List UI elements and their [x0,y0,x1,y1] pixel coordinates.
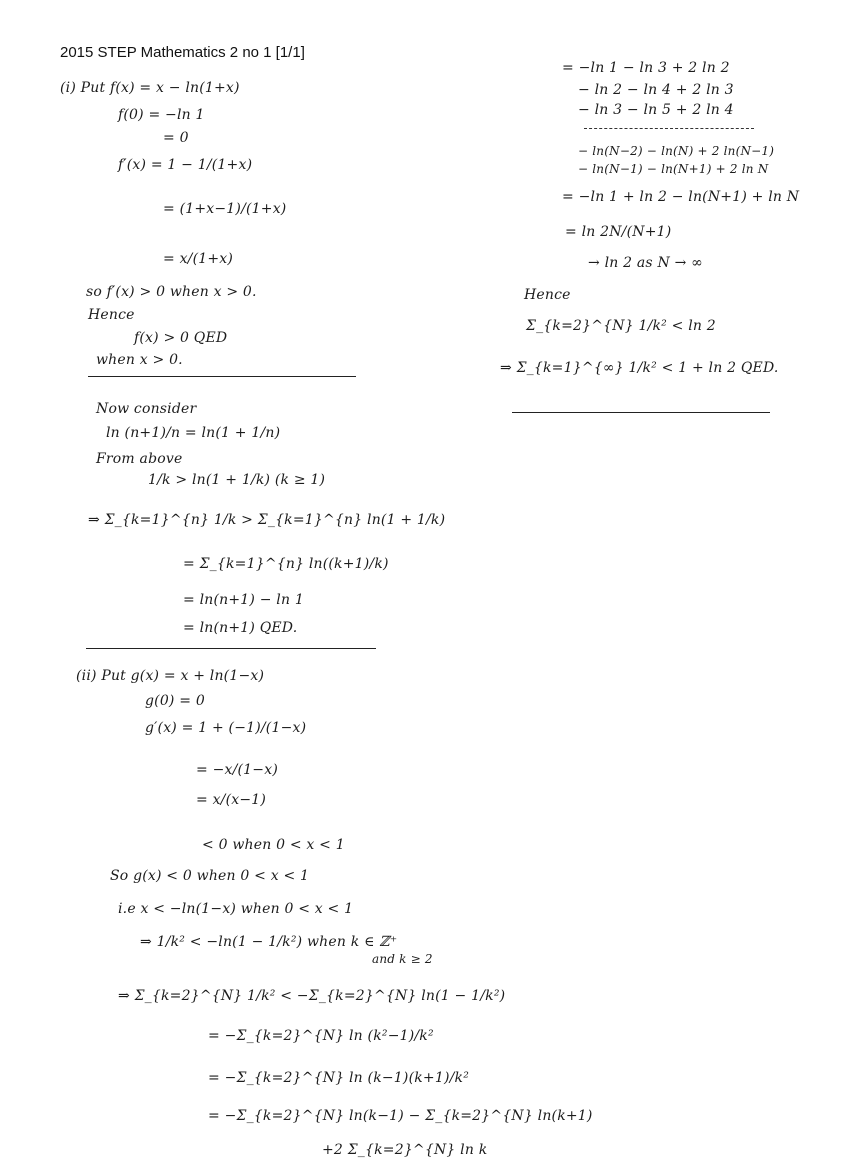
math-line: So g(x) < 0 when 0 < x < 1 [110,868,310,884]
math-line: and k ≥ 2 [372,952,433,966]
math-line: so f′(x) > 0 when x > 0. [86,284,257,300]
math-line: = −Σ_{k=2}^{N} ln (k−1)(k+1)/k² [208,1070,470,1086]
math-line: = ln 2N/(N+1) [565,224,672,240]
math-line: − ln 2 − ln 4 + 2 ln 3 [578,82,734,98]
math-line: = −Σ_{k=2}^{N} ln (k²−1)/k² [208,1028,434,1044]
math-line: = ln(n+1) − ln 1 [183,592,304,608]
math-line: = 0 [163,130,189,146]
math-line: = x/(1+x) [163,251,234,267]
section-divider [86,648,376,649]
page-title: 2015 STEP Mathematics 2 no 1 [1/1] [60,44,305,61]
math-line: f(0) = −ln 1 [118,107,205,123]
math-line: = −ln 1 − ln 3 + 2 ln 2 [562,60,730,76]
math-line: = −x/(1−x) [196,762,278,778]
math-line: − ln 3 − ln 5 + 2 ln 4 [578,102,734,118]
math-line: +2 Σ_{k=2}^{N} ln k [322,1142,488,1158]
math-line: ⇒ Σ_{k=2}^{N} 1/k² < −Σ_{k=2}^{N} ln(1 − 1/k²) [118,988,506,1004]
math-line: ⇒ Σ_{k=1}^{n} 1/k > Σ_{k=1}^{n} ln(1 + 1/k) [88,512,446,528]
math-line: 1/k > ln(1 + 1/k) (k ≥ 1) [148,472,326,488]
math-line: ln (n+1)/n = ln(1 + 1/n) [106,425,281,441]
math-line: = −ln 1 + ln 2 − ln(N+1) + ln N [562,189,800,205]
math-line: ⇒ 1/k² < −ln(1 − 1/k²) when k ∈ ℤ⁺ [140,934,398,950]
math-line: f′(x) = 1 − 1/(1+x) [118,157,253,173]
math-line: Hence [88,307,135,323]
math-line: = x/(x−1) [196,792,267,808]
math-line: < 0 when 0 < x < 1 [202,837,345,853]
math-line: g′(x) = 1 + (−1)/(1−x) [145,720,307,736]
math-line: = (1+x−1)/(1+x) [163,201,287,217]
math-line: = ln(n+1) QED. [183,620,298,636]
math-line: (i) Put f(x) = x − ln(1+x) [60,80,240,96]
math-line: ⇒ Σ_{k=1}^{∞} 1/k² < 1 + ln 2 QED. [500,360,779,376]
math-line: − ln(N−2) − ln(N) + 2 ln(N−1) [578,144,775,158]
math-line: g(0) = 0 [145,693,205,709]
section-divider [88,376,356,377]
math-line: i.e x < −ln(1−x) when 0 < x < 1 [118,901,354,917]
math-line: → ln 2 as N → ∞ [588,255,704,271]
math-line: Now consider [96,401,197,417]
telescoping-ellipsis-dashes [584,128,754,129]
math-line: (ii) Put g(x) = x + ln(1−x) [76,668,265,684]
math-line: − ln(N−1) − ln(N+1) + 2 ln N [578,162,769,176]
math-line: = −Σ_{k=2}^{N} ln(k−1) − Σ_{k=2}^{N} ln(k+1) [208,1108,593,1124]
math-line: f(x) > 0 QED [134,330,228,346]
math-line: From above [96,451,183,467]
math-line: when x > 0. [96,352,183,368]
math-line: = Σ_{k=1}^{n} ln((k+1)/k) [183,556,389,572]
math-line: Hence [524,287,571,303]
section-divider [512,412,770,413]
math-line: Σ_{k=2}^{N} 1/k² < ln 2 [526,318,716,334]
